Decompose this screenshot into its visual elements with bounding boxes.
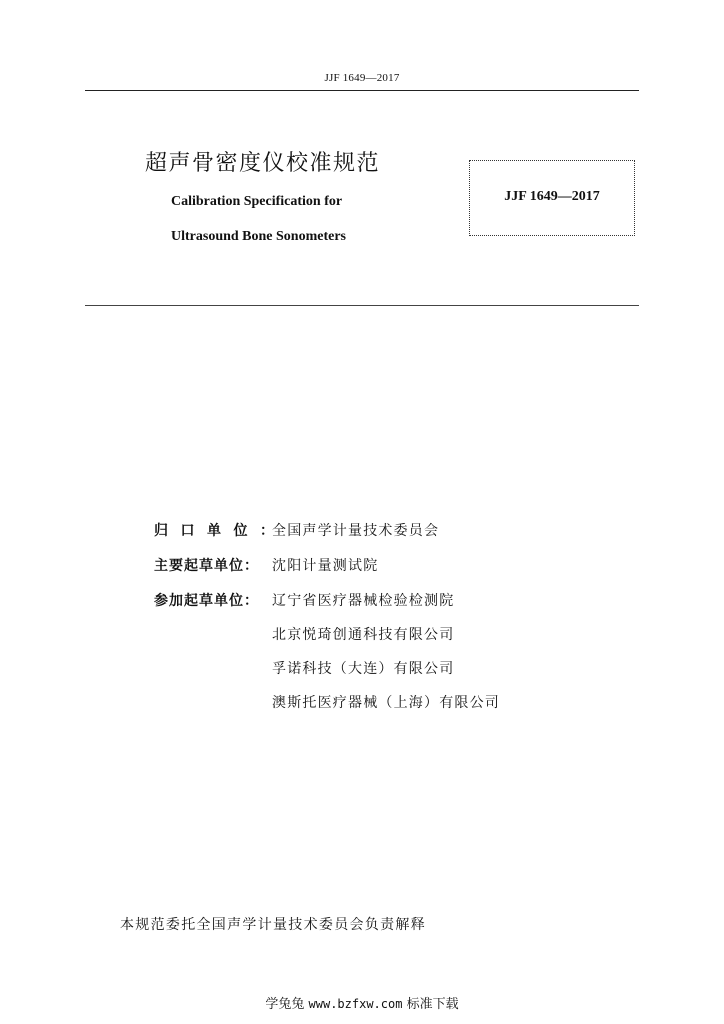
main-drafting-unit-value: 沈阳计量测试院	[272, 558, 379, 574]
title-english-line-1: Calibration Specification for	[171, 194, 343, 209]
interpretation-note: 本规范委托全国声学计量技术委员会负责解释	[120, 917, 426, 933]
title-english-line-2: Ultrasound Bone Sonometers	[171, 229, 347, 244]
main-drafting-unit-label: 主要起草单位：	[154, 558, 259, 574]
participating-unit-value-3: 孚诺科技（大连）有限公司	[272, 661, 455, 677]
header-rule	[85, 90, 639, 91]
standard-code-box-text: JJF 1649—2017	[504, 189, 600, 204]
participating-unit-value-4: 澳斯托医疗器械（上海）有限公司	[272, 695, 500, 711]
participating-unit-value-2: 北京悦琦创通科技有限公司	[272, 627, 455, 643]
responsible-unit-value: 全国声学计量技术委员会	[272, 523, 440, 539]
header-standard-code: JJF 1649—2017	[324, 72, 400, 84]
watermark-suffix: 标准下载	[406, 997, 459, 1012]
download-watermark	[0, 993, 724, 1012]
title-chinese: 超声骨密度仪校准规范	[145, 151, 381, 176]
watermark-prefix: 学兔兔	[265, 997, 305, 1012]
participating-unit-value-1: 辽宁省医疗器械检验检测院	[272, 593, 455, 609]
participating-unit-label: 参加起草单位：	[154, 593, 259, 609]
responsible-unit-label: 归口单位：	[154, 523, 287, 539]
section-rule	[85, 305, 639, 306]
watermark-url[interactable]: www.bzfxw.com	[308, 997, 403, 1011]
